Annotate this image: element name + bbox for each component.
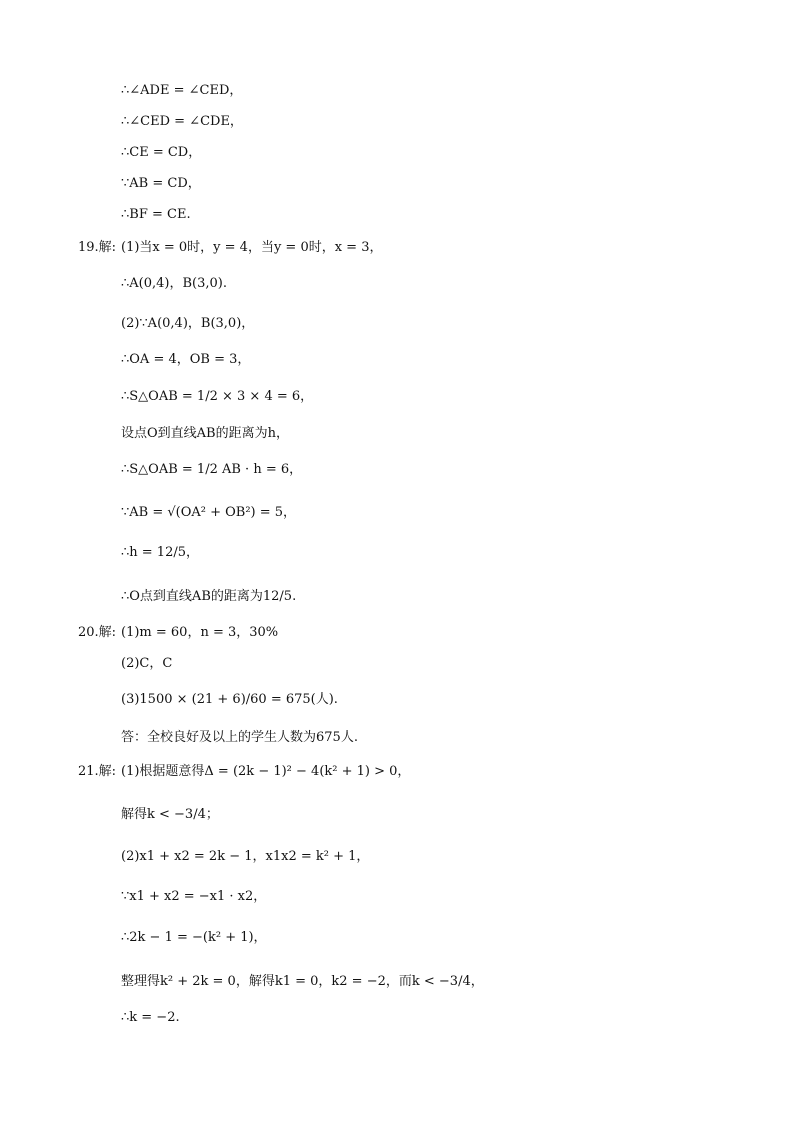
q20-answer: 答：全校良好及以上的学生人数为675人. (121, 730, 358, 745)
q21-result: ∴k = −2. (121, 1010, 180, 1025)
q19-hypotenuse: ∵AB = √(OA² + OB²) = 5， (121, 505, 297, 520)
q20-label: 20.解: (78, 625, 117, 640)
q19-h-value: ∴h = 12/5， (121, 545, 199, 560)
q19-distance-setup: 设点O到直线AB的距离为h， (121, 426, 289, 441)
q20-part3: (3)1500 × (21 + 6)/60 = 675(人). (121, 692, 338, 707)
q19-part1: (1)当x = 0时，y = 4，当y = 0时，x = 3， (121, 240, 383, 255)
proof-line-5: ∴BF = CE. (121, 207, 191, 222)
proof-line-2: ∴∠CED = ∠CDE， (121, 114, 243, 129)
q21-solutions: 整理得k² + 2k = 0，解得k1 = 0，k2 = −2，而k < −3/4， (121, 974, 484, 989)
q21-solve: 解得k < −3/4； (121, 807, 219, 822)
q21-equation: ∴2k − 1 = −(k² + 1)， (121, 930, 267, 945)
q19-area-alt: ∴S△OAB = 1/2 AB · h = 6， (121, 462, 303, 477)
q21-part2: (2)x1 + x2 = 2k − 1，x1x2 = k² + 1， (121, 849, 370, 864)
q19-area: ∴S△OAB = 1/2 × 3 × 4 = 6， (121, 389, 314, 404)
q21-part1: (1)根据题意得Δ = (2k − 1)² − 4(k² + 1) > 0， (121, 764, 411, 779)
q19-label: 19.解: (78, 240, 117, 255)
q20-part2: (2)C，C (121, 656, 173, 671)
q20-part1: (1)m = 60，n = 3，30% (121, 625, 279, 640)
q19-points: ∴A(0,4)，B(3,0). (121, 276, 227, 291)
q19-conclusion: ∴O点到直线AB的距离为12/5. (121, 589, 297, 604)
proof-line-1: ∴∠ADE = ∠CED， (121, 83, 243, 98)
proof-line-4: ∵AB = CD， (121, 176, 201, 191)
proof-line-3: ∴CE = CD， (121, 145, 202, 160)
q21-condition: ∵x1 + x2 = −x1 · x2， (121, 889, 267, 904)
q19-part2: (2)∵A(0,4)，B(3,0)， (121, 316, 255, 331)
q19-lengths: ∴OA = 4，OB = 3， (121, 352, 251, 367)
q21-label: 21.解: (78, 764, 117, 779)
